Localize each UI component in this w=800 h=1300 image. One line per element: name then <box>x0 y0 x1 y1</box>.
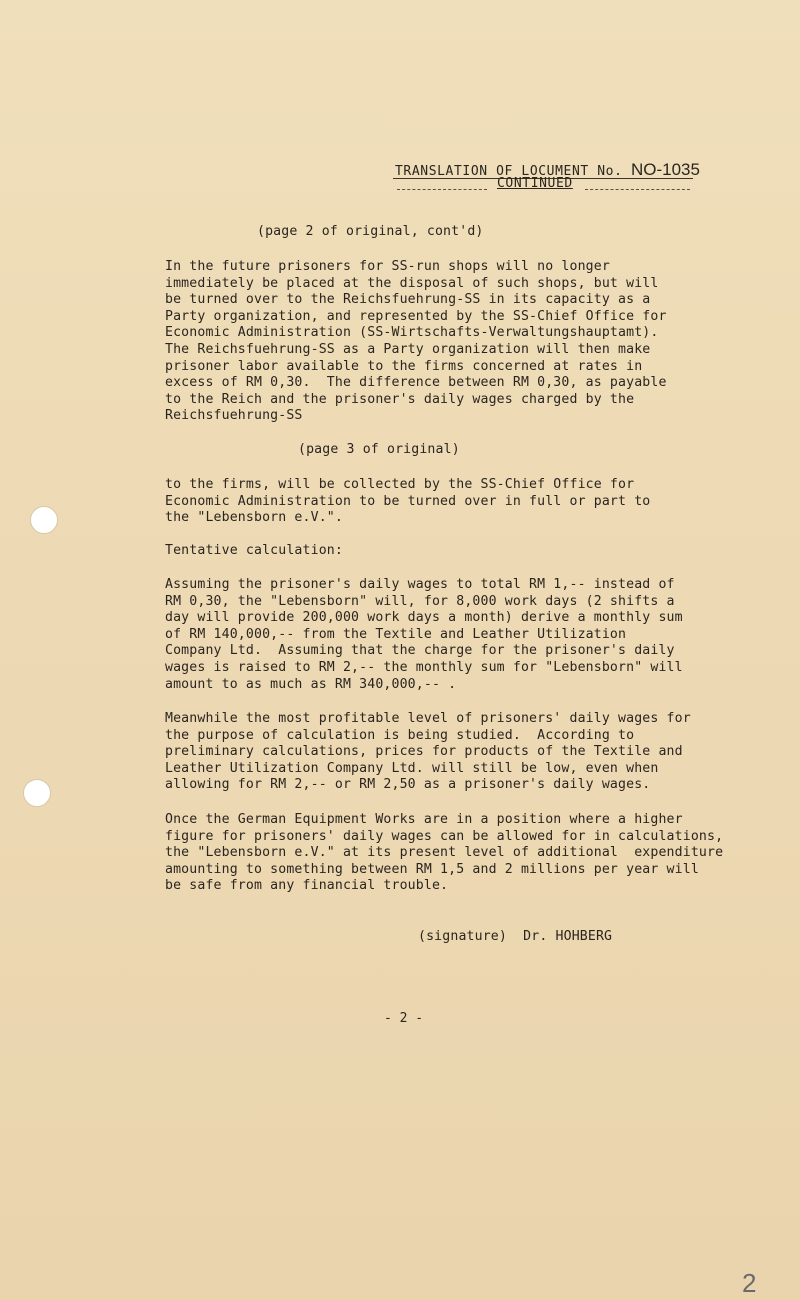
paragraph-line: RM 0,30, the "Lebensborn" will, for 8,000 work days (2 shifts a <box>165 593 675 609</box>
paragraph-line: figure for prisoners' daily wages can be allowed for in calculations, <box>165 828 724 844</box>
page-number: - 2 - <box>384 1011 424 1026</box>
paragraph-line: of RM 140,000,-- from the Textile and Leather Utilization <box>165 626 627 642</box>
paragraph-line: In the future prisoners for SS-run shops will no longer <box>165 259 610 274</box>
subtitle-rule-left <box>397 189 487 190</box>
paragraph-line: to the firms, will be collected by the SS-Chief Office for <box>165 477 635 492</box>
paragraph-line: immediately be placed at the disposal of such shops, but will <box>165 275 659 291</box>
paragraph-line: Party organization, and represented by the SS-Chief Office for <box>165 308 667 324</box>
paragraph-line: Company Ltd. Assuming that the charge for the prisoner's daily <box>165 643 675 659</box>
paragraph-line: The Reichsfuehrung-SS as a Party organization will then make <box>165 342 651 357</box>
paragraph-line: Once the German Equipment Works are in a position where a higher <box>165 812 683 827</box>
header-subtitle: CONTINUED <box>497 176 573 191</box>
page-reference-heading: (page 2 of original, cont'd) <box>257 224 484 239</box>
corner-page-mark: 2 <box>742 1268 757 1298</box>
paragraph-line: Economic Administration (SS-Wirtschafts-Verwaltungshauptamt). <box>165 325 659 341</box>
section-heading: Tentative calculation: <box>165 543 343 558</box>
paragraph-line: the purpose of calculation is being studied. According to <box>165 727 635 743</box>
paragraph-line: Leather Utilization Company Ltd. will still be low, even when <box>165 760 659 776</box>
paragraph-line: Economic Administration to be turned over in full or part to <box>165 493 651 509</box>
paragraph-line: Meanwhile the most profitable level of prisoners' daily wages for <box>165 711 691 726</box>
paragraph-line: wages is raised to RM 2,-- the monthly sum for "Lebensborn" will <box>165 660 683 675</box>
punch-hole-top <box>30 506 58 534</box>
document-number: NO-1035 <box>630 160 700 179</box>
punch-hole-bottom <box>23 779 51 807</box>
paragraph-line: Assuming the prisoner's daily wages to total RM 1,-- instead of <box>165 577 675 592</box>
paragraph-line: excess of RM 0,30. The difference between RM 0,30, as payable <box>165 375 667 391</box>
paragraph-line: Reichsfuehrung-SS <box>165 408 303 424</box>
paragraph-line: be turned over to the Reichsfuehrung-SS in its capacity as a <box>165 292 651 308</box>
signature-line: (signature) Dr. HOHBERG <box>418 929 613 944</box>
paragraph-line: the "Lebensborn e.V." at its present level of additional expenditure <box>165 845 724 861</box>
paragraph-line: amounting to something between RM 1,5 and 2 millions per year will <box>165 861 699 877</box>
header-title: TRANSLATION OF LOCUMENT No. <box>395 164 623 179</box>
paragraph-line: preliminary calculations, prices for products of the Textile and <box>165 744 683 760</box>
subtitle-rule-right <box>585 189 690 190</box>
paragraph-line: the "Lebensborn e.V.". <box>165 510 343 526</box>
page-reference-heading: (page 3 of original) <box>298 442 460 457</box>
paragraph-line: amount to as much as RM 340,000,-- . <box>165 676 457 692</box>
paragraph-line: allowing for RM 2,-- or RM 2,50 as a prisoner's daily wages. <box>165 777 651 793</box>
paragraph-line: day will provide 200,000 work days a month) derive a monthly sum <box>165 610 683 626</box>
paragraph-line: be safe from any financial trouble. <box>165 878 449 894</box>
paragraph-line: to the Reich and the prisoner's daily wages charged by the <box>165 391 635 407</box>
paragraph-line: prisoner labor available to the firms concerned at rates in <box>165 358 643 374</box>
